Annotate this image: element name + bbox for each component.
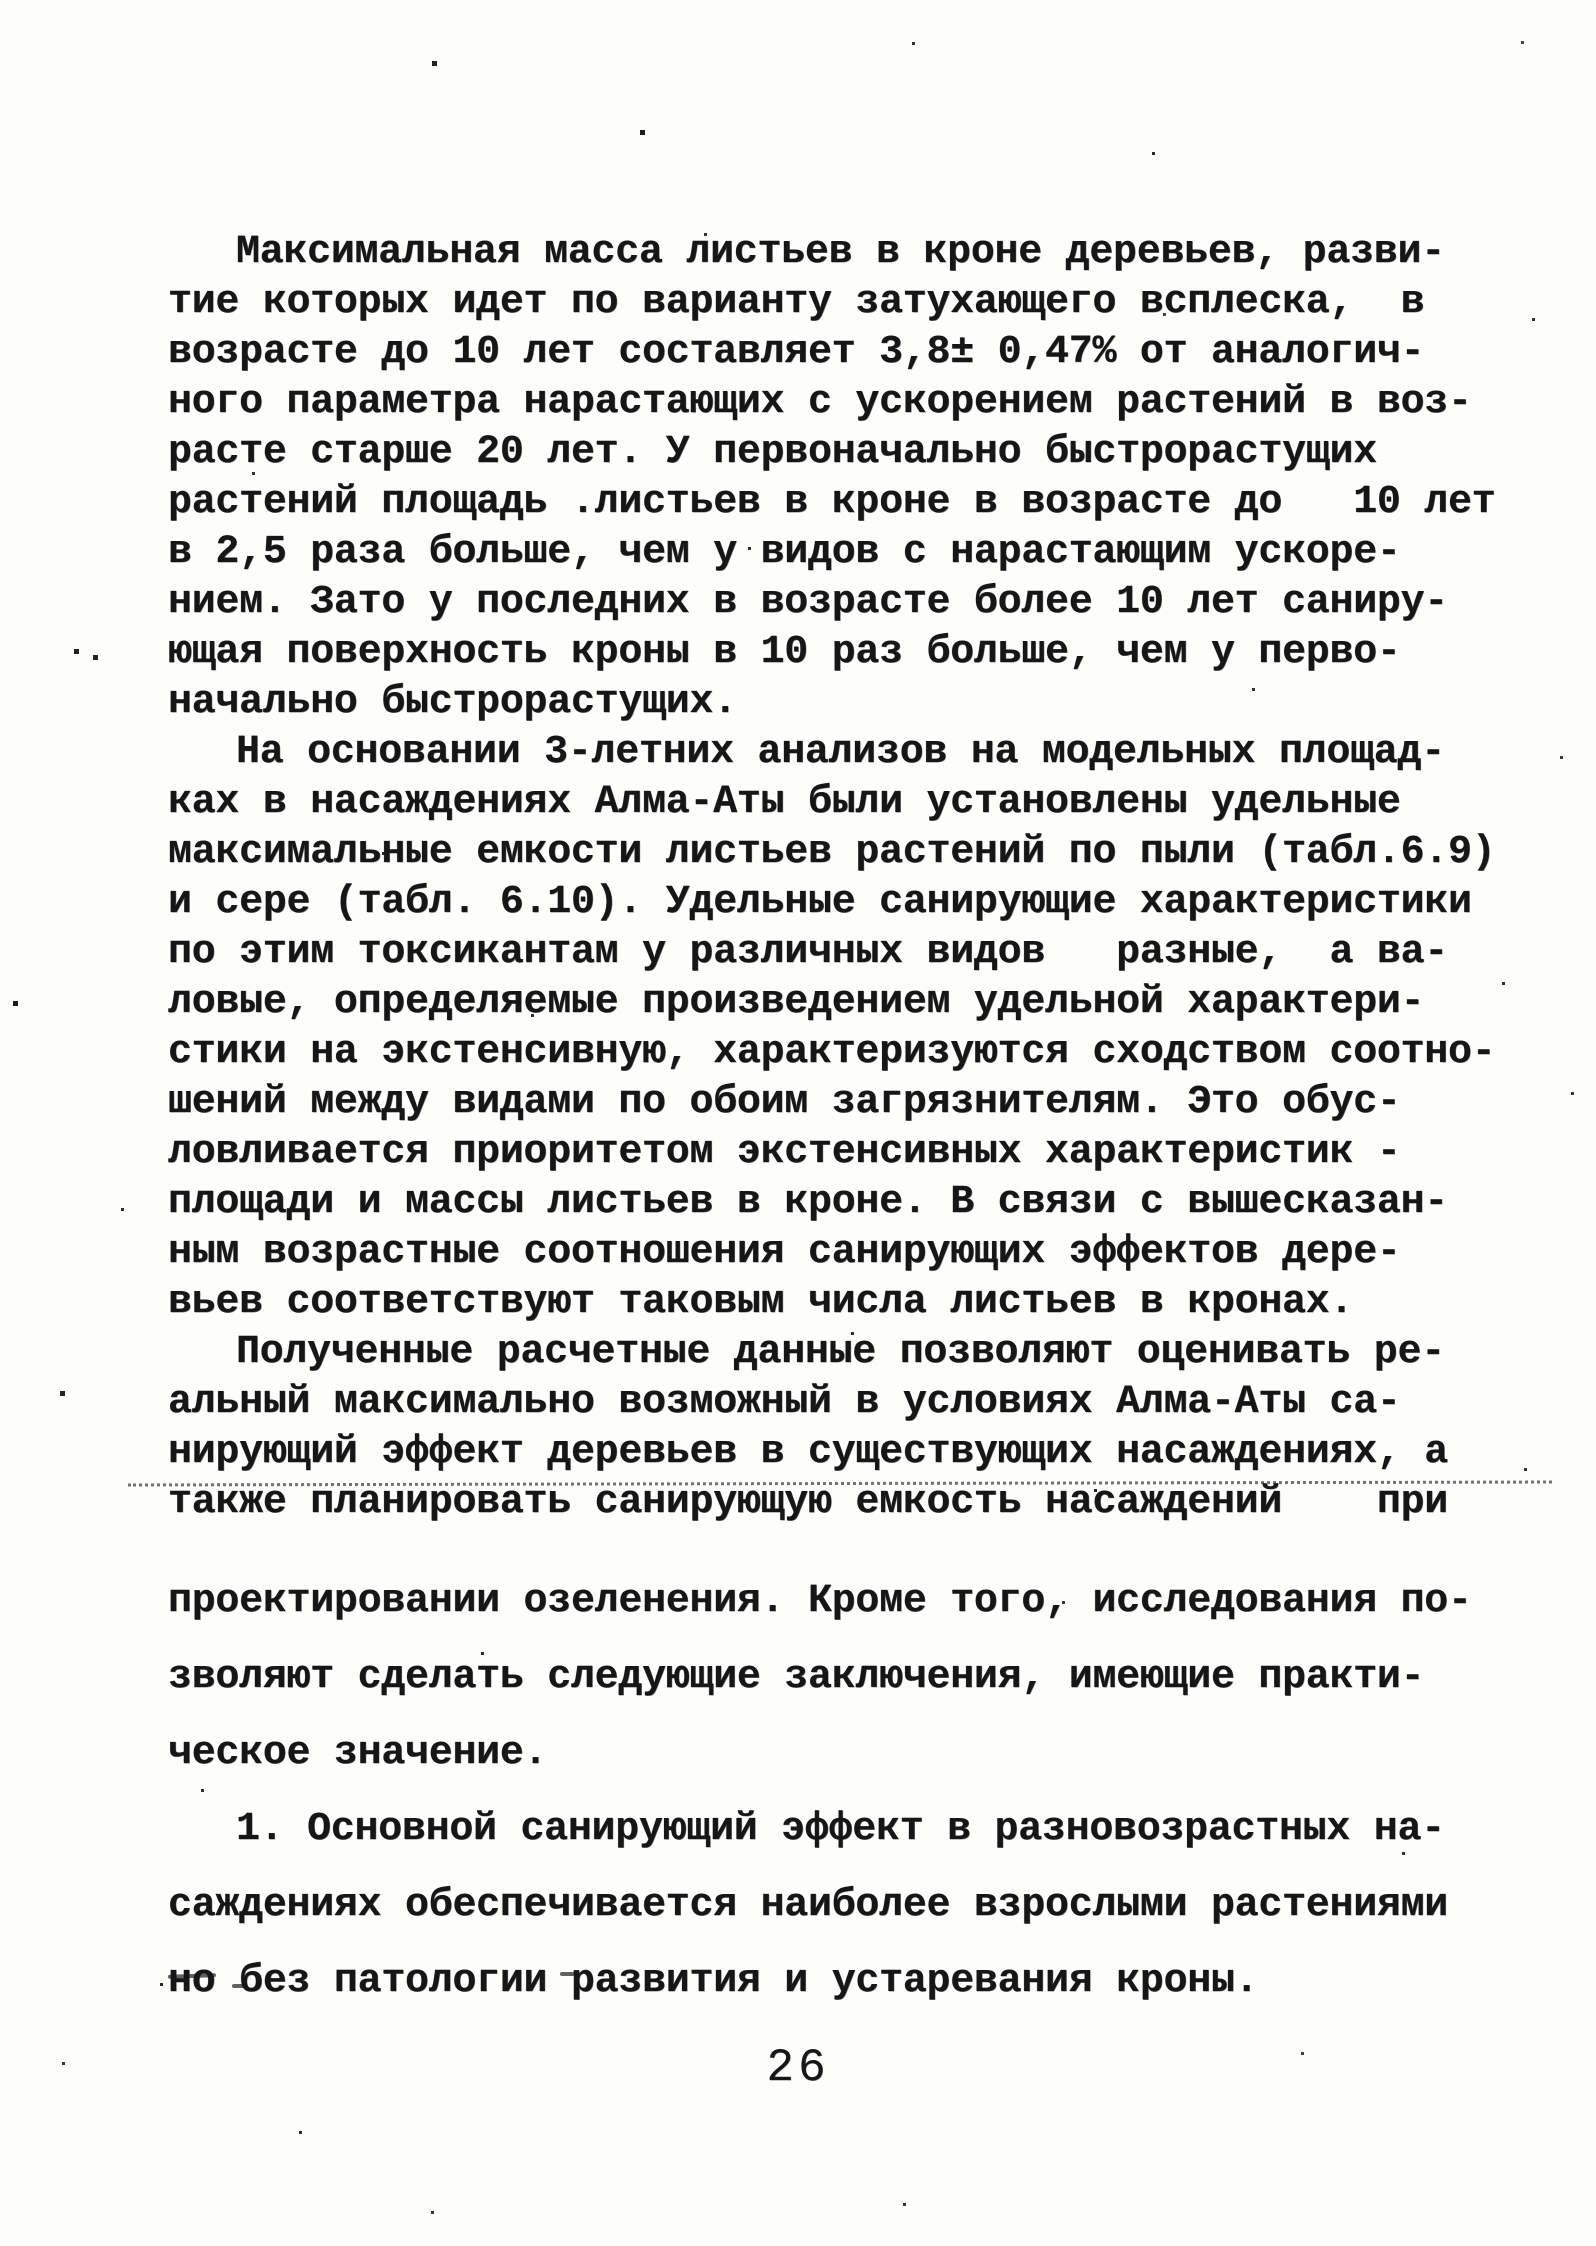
- text-line: возрасте до 10 лет составляет 3,8± 0,47% от аналогич-: [168, 330, 1425, 375]
- text-line: ловливается приоритетом экстенсивных характеристик -: [168, 1130, 1401, 1175]
- text-line: по этим токсикантам у различных видов разные, а ва-: [168, 930, 1449, 975]
- text-line: зволяют сделать следующие заключения, имеющие практи-: [168, 1655, 1425, 1700]
- text-line: проектировании озеленения. Кроме того, исследования по-: [168, 1579, 1472, 1624]
- text-line: ного параметра нарастающих с ускорением растений в воз-: [168, 380, 1472, 425]
- text-line: начально быстрорастущих.: [168, 680, 737, 725]
- text-line: шений между видами по обоим загрязнителям. Это обус-: [168, 1080, 1401, 1125]
- text-line: в 2,5 раза больше, чем у видов с нарастающим ускоре-: [168, 530, 1401, 575]
- text-line: нирующий эффект деревьев в существующих насаждениях, а: [168, 1430, 1449, 1475]
- text-line: нием. Зато у последних в возрасте более 10 лет саниру-: [168, 580, 1449, 625]
- text-line: растений площадь .листьев в кроне в возрасте до 10 лет: [168, 480, 1496, 525]
- text-line: стики на экстенсивную, характеризуются сходством соотно-: [168, 1030, 1496, 1075]
- text-line: ным возрастные соотношения санирующих эффектов дере-: [168, 1230, 1401, 1275]
- text-line: расте старше 20 лет. У первоначально быстрорастущих: [168, 430, 1377, 475]
- text-line: и сере (табл. 6.10). Удельные санирующие характеристики: [168, 880, 1472, 925]
- text-line: ках в насаждениях Алма-Аты были установлены удельные: [168, 780, 1401, 825]
- paragraph-block-loose-spacing: [168, 1564, 1560, 2020]
- text-line: На основании 3-летних анализов на модельных площад-: [236, 730, 1445, 775]
- paragraph-block-tight-spacing: [168, 228, 1560, 1528]
- scan-noise-specks: [0, 0, 3, 3]
- text-line: саждениях обеспечивается наиболее взрослыми растениями: [168, 1883, 1449, 1928]
- text-line: также планировать санирующую емкость насаждений при: [168, 1480, 1449, 1525]
- text-line: альный максимально возможный в условиях Алма-Аты са-: [168, 1380, 1401, 1425]
- text-line: но без патологии развития и устаревания кроны.: [168, 1959, 1259, 2004]
- text-line: вьев соответствуют таковым числа листьев в кронах.: [168, 1280, 1354, 1325]
- text-line: Полученные расчетные данные позволяют оценивать ре-: [236, 1330, 1445, 1375]
- text-line: ческое значение.: [168, 1731, 548, 1776]
- text-line: ловые, определяемые произведением удельной характери-: [168, 980, 1425, 1025]
- page-number: 26: [766, 2042, 830, 2094]
- body-text: [168, 228, 1560, 2020]
- text-line: Максимальная масса листьев в кроне деревьев, разви-: [236, 230, 1445, 275]
- text-line: ющая поверхность кроны в 10 раз больше, чем у перво-: [168, 630, 1401, 675]
- text-line: тие которых идет по варианту затухающего всплеска, в: [168, 280, 1425, 325]
- text-line: площади и массы листьев в кроне. В связи с вышесказан-: [168, 1180, 1449, 1225]
- text-line: максимальные емкости листьев растений по пыли (табл.6.9): [168, 830, 1496, 875]
- text-line: 1. Основной санирующий эффект в разновозрастных на-: [236, 1807, 1445, 1852]
